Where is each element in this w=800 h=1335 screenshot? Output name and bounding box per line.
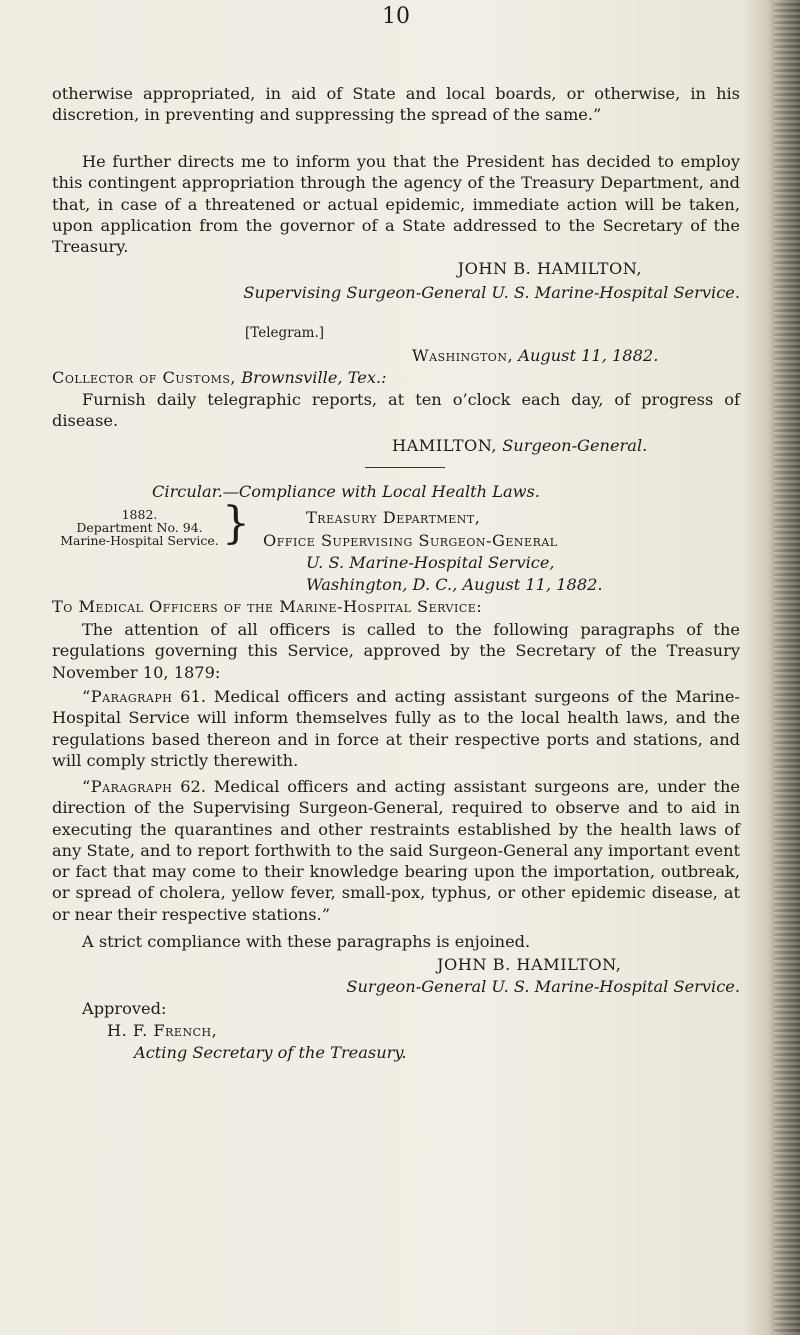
continuation-paragraph: otherwise appropriated, in aid of State and local boards, or otherwise, in his discretion, in preventing and suppressing the spread of the same.” — [52, 84, 740, 125]
page-number: 10 — [382, 4, 410, 29]
approver-title: Acting Secretary of the Treasury. — [134, 1043, 407, 1062]
paragraph-62 — [52, 776, 740, 925]
circular-salutation: To Medical Officers of the Marine-Hospital Service: — [52, 597, 483, 616]
circular-right-1: Treasury Department, — [306, 508, 481, 527]
signature-title: Supervising Surgeon-General U. S. Marine-Hospital Service. — [243, 283, 740, 302]
enjoined-line: A strict compliance with these paragraphs is enjoined. — [82, 932, 531, 951]
circular-right-2: Office Supervising Surgeon-General — [263, 531, 558, 550]
circular-left-2: Department No. 94. — [76, 520, 203, 535]
paragraph-62-text: 62. Medical officers and acting assistant surgeons are, under the direction of the Supervising Surgeon-General, required to observe and to aid in executing the quarantines and other restraints established by the health laws of any State, and to report forthwith to the said Surgeon-General any important event or fact that may come to their knowledge bearing upon the importation, outbreak, or spread of cholera, yellow fever, small-pox, typhus, or other epidemic disease, at or near their respective stations.” — [52, 777, 740, 924]
circular-intro: The attention of all officers is called to the following paragraphs of the regulations governing this Service, approved by the Secretary of the Treasury November 10, 1879: — [52, 620, 740, 682]
circular-heading: Circular.—Compliance with Local Health Laws. — [152, 482, 540, 501]
circular-left-3: Marine-Hospital Service. — [60, 533, 219, 548]
paragraph-61 — [52, 686, 740, 771]
telegram-signature-name: HAMILTON, — [392, 436, 498, 455]
signature-name: JOHN B. HAMILTON, — [457, 259, 642, 278]
approver-name: H. F. French, — [107, 1021, 218, 1040]
telegram-signature — [392, 435, 742, 456]
telegram-signature-title: Surgeon-General. — [502, 436, 648, 455]
circular-left-1: 1882. — [121, 507, 158, 522]
section-divider — [365, 467, 445, 468]
telegram-body: Furnish daily telegraphic reports, at ten o’clock each day, of progress of disease. — [52, 390, 740, 431]
paragraph-61-label: “Paragraph — [82, 687, 173, 706]
dateline-place: Washington, — [412, 346, 514, 365]
page-edge — [774, 0, 800, 1335]
paragraph-62-label: “Paragraph — [82, 777, 173, 796]
telegram-addressee — [52, 367, 740, 388]
president-paragraph: He further directs me to inform you that the President has decided to employ this contingent appropriation through the agency of the Treasury Department, and that, in case of a threatened or actual epidemic, immediate action will be taken, upon application from the governor of a State addressed to the Secretary of the Treasury. — [52, 152, 740, 257]
addressee-prefix: Collector of Customs, — [52, 368, 237, 387]
circular-right-3: U. S. Marine-Hospital Service, — [306, 553, 555, 572]
dateline-date: August 11, 1882. — [518, 346, 659, 365]
paragraph-61-text: 61. Medical officers and acting assistant surgeons of the Marine-Hospital Service will inform themselves fully as to the local health laws, and the regulations based thereon and in force at their respective ports and stations, and will comply strictly therewith. — [52, 687, 740, 770]
telegram-label: [Telegram.] — [245, 325, 325, 341]
addressee-place: Brownsville, Tex.: — [241, 368, 387, 387]
telegram-dateline — [412, 345, 742, 366]
brace-glyph: } — [222, 498, 250, 549]
approved-label: Approved: — [82, 999, 167, 1018]
circular-signature-title: Surgeon-General U. S. Marine-Hospital Service. — [346, 977, 740, 996]
circular-signature-name: JOHN B. HAMILTON, — [437, 955, 622, 974]
circular-right-4: Washington, D. C., August 11, 1882. — [306, 575, 603, 594]
